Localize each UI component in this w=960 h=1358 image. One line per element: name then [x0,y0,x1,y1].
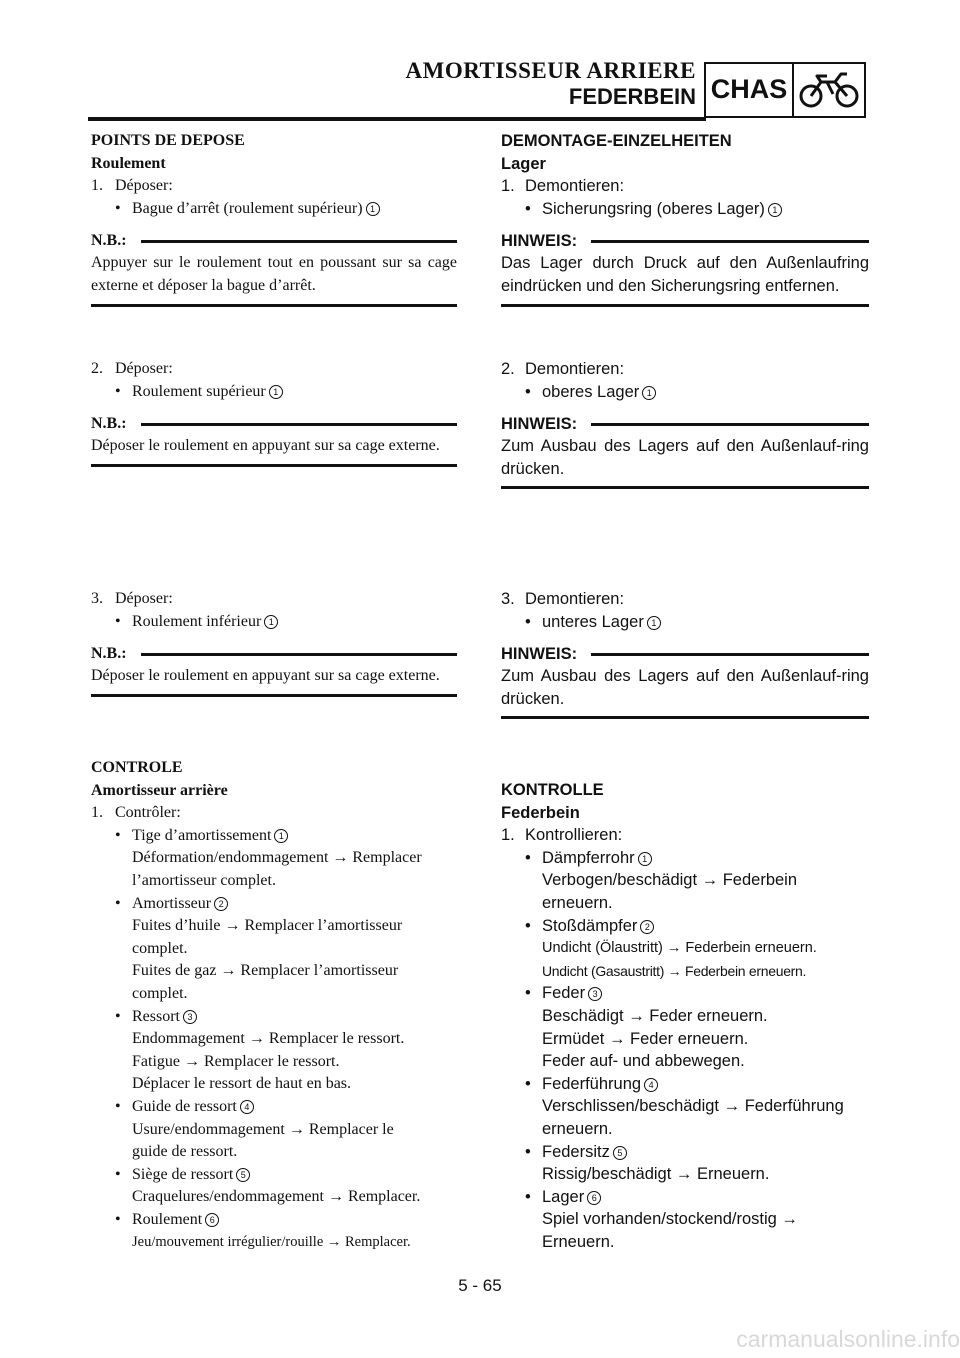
fr-check-item: • Roulement 6 [91,1209,461,1232]
fr-check-item-detail: l’amortisseur complet. [132,871,276,889]
de-check-item-detail: Ermüdet → Feder erneuern. [542,1029,749,1048]
de-step2-item: • oberes Lager 1 [501,381,869,404]
fr-check-item: • Amortisseur 2 [91,893,461,916]
fr-check-heading: CONTROLE [91,759,183,776]
header-title-fr: AMORTISSEUR ARRIERE [405,58,696,83]
de-check-item-detail: erneuern. [542,893,613,912]
section-label: CHAS [710,74,788,104]
fr-check-item-detail: Fatigue → Remplacer le ressort. [132,1052,340,1070]
de-check-section [501,779,873,1253]
section-badge [704,62,866,118]
fr-check-item-detail: Endommagement → Remplacer le ressort. [132,1030,405,1048]
de-check-subheading: Federbein [501,803,580,822]
fr-step3-item: • Roulement inférieur 1 [91,611,457,634]
motorcycle-icon [792,64,864,116]
de-check-item-detail: Feder auf- und abbewegen. [542,1052,745,1071]
fr-column [91,130,457,307]
de-check-item-detail: erneuern. [542,1119,613,1138]
fr-check-item-detail: guide de ressort. [132,1143,238,1161]
de-check-item-detail: Rissig/beschädigt → Erneuern. [542,1165,770,1184]
de-note1: HINWEIS: Das Lager durch Druck auf den Außenlaufring eindrücken und den Sicherungsring entfernen. [501,230,869,306]
de-check-item: • Dämpferrohr 1 [501,847,873,870]
de-check-item: • Stoßdämpfer 2 [501,915,873,938]
fr-check-item-detail: complet. [132,984,188,1002]
de-note2: HINWEIS: Zum Ausbau des Lagers auf den Außenlauf-ring drücken. [501,413,869,489]
fr-check-item: • Ressort 3 [91,1006,461,1029]
de-check-item-detail: Undicht (Ölaustritt) → Federbein erneuern. [542,940,817,957]
fr-check-item-detail: Craquelures/endommagement → Remplacer. [132,1188,421,1206]
de-check-items [501,847,873,1254]
fr-note1: N.B.: Appuyer sur le roulement tout en poussant sur sa cage externe et déposer la bague d’arrêt. [91,230,457,306]
fr-check-item-detail: Jeu/mouvement irrégulier/rouille → Remplacer. [132,1234,411,1251]
fr-step2: 2. Déposer: [91,360,173,377]
de-step1: 1. Demontieren: [501,177,625,196]
fr-step2-item: • Roulement supérieur 1 [91,381,457,404]
de-column [501,130,869,307]
fr-check-step: 1. Contrôler: [91,804,181,822]
fr-note3: N.B.: Déposer le roulement en appuyant sur sa cage externe. [91,643,457,697]
watermark: carmanualsonline.info [736,1326,960,1352]
de-heading: DEMONTAGE-EINZELHEITEN [501,132,732,150]
de-check-step: 1. Kontrollieren: [501,826,623,845]
de-subheading: Lager [501,154,546,173]
fr-step1: 1. Déposer: [91,177,173,195]
de-check-item: • Lager 6 [501,1186,873,1209]
fr-check-item-detail: complet. [132,939,188,957]
de-check-item-detail: Undicht (Gasaustritt) → Federbein erneuern. [542,962,807,979]
header-title-de: FEDERBEIN [568,84,696,109]
de-check-item-detail: Erneuern. [542,1232,615,1251]
de-step1-item: • Sicherungsring (oberes Lager) 1 [501,198,869,221]
de-step3: 3. Demontieren: [501,590,625,608]
de-check-item: • Feder 3 [501,982,873,1005]
fr-check-item: • Tige d’amortissement 1 [91,825,461,848]
fr-check-item: • Siège de ressort 5 [91,1164,461,1187]
de-check-heading: KONTROLLE [501,781,604,799]
fr-check-item-detail: Usure/endommagement → Remplacer le [132,1120,394,1138]
fr-block3 [91,588,457,697]
de-step2: 2. Demontieren: [501,360,625,378]
fr-check-subheading: Amortisseur arrière [91,781,228,799]
fr-step3: 3. Déposer: [91,590,173,607]
de-check-item-detail: Verschlissen/beschädigt → Federführung [542,1097,844,1116]
de-check-item-detail: Beschädigt → Feder erneuern. [542,1006,768,1025]
fr-check-section [91,757,461,1254]
de-note3: HINWEIS: Zum Ausbau des Lagers auf den Außenlauf-ring drücken. [501,643,869,719]
fr-subheading: Roulement [91,154,166,172]
de-check-item-detail: Spiel vorhanden/stockend/rostig → [542,1210,798,1229]
header-rule [88,117,706,121]
de-check-item: • Federführung 4 [501,1073,873,1096]
fr-step1-item: • Bague d’arrêt (roulement supérieur) 1 [91,198,457,221]
fr-check-item-detail: Déplacer le ressort de haut en bas. [132,1075,352,1093]
fr-heading: POINTS DE DEPOSE [91,132,245,149]
fr-check-item-detail: Fuites d’huile → Remplacer l’amortisseur [132,917,403,935]
de-check-item: • Federsitz 5 [501,1141,873,1164]
fr-note2: N.B.: Déposer le roulement en appuyant sur sa cage externe. [91,413,457,467]
fr-check-items [91,825,461,1254]
page-number: 5 - 65 [458,1276,502,1295]
de-step3-item: • unteres Lager 1 [501,611,869,634]
fr-check-item: • Guide de ressort 4 [91,1096,461,1119]
fr-check-item-detail: Déformation/endommagement → Remplacer [132,849,422,867]
de-block3 [501,588,869,719]
fr-check-item-detail: Fuites de gaz → Remplacer l’amortisseur [132,962,399,980]
de-block2 [501,358,869,489]
de-check-item-detail: Verbogen/beschädigt → Federbein [542,871,798,890]
fr-block2 [91,358,457,467]
